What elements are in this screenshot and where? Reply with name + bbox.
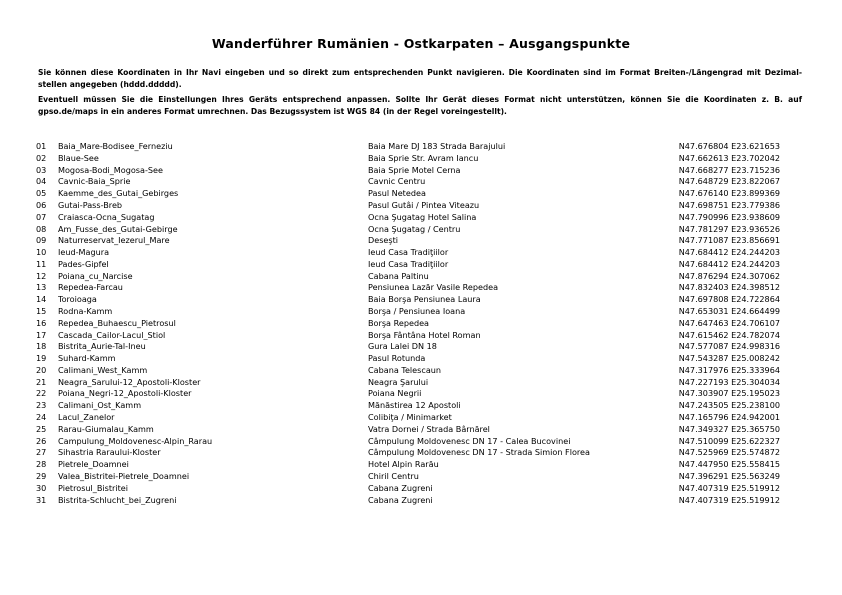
table-cell: N47.668277 E23.715236	[678, 164, 780, 175]
table-cell: Calimani_Ost_Kamm	[58, 400, 142, 411]
table-row	[34, 340, 808, 352]
table-row	[34, 399, 808, 411]
table-cell: 19	[36, 353, 47, 364]
table-cell: Mogosa-Bodi_Mogosa-See	[58, 164, 163, 175]
table-row	[34, 376, 808, 388]
table-cell: 08	[36, 223, 47, 234]
table-cell: 30	[36, 482, 47, 493]
table-cell: Colibiţa / Minimarket	[368, 412, 452, 423]
table-cell: N47.653031 E24.664499	[678, 306, 780, 317]
table-cell: N47.648729 E23.822067	[678, 176, 780, 187]
table-cell: 10	[36, 247, 47, 258]
table-cell: Cabana Zugreni	[368, 494, 433, 505]
table-cell: 18	[36, 341, 47, 352]
table-cell: 06	[36, 199, 47, 210]
table-cell: Borşa / Pensiunea Ioana	[368, 306, 466, 317]
table-cell: Borşa Repedea	[368, 317, 430, 328]
table-cell: 02	[36, 152, 47, 163]
table-cell: Pasul Rotunda	[368, 353, 426, 364]
intro-paragraph-2: Eventuell müssen Sie die Einstellungen Ihres Geräts entsprechend anpassen. Sollte Ihr Gerät dieses Format nicht unterstützen, können Sie die Koordinaten z. B. auf gpso.de/maps in ein anderes Format umrechnen. Das Bezugssystem ist WGS 84 (in der Regel voreingestellt).	[38, 94, 802, 116]
table-cell: Hotel Alpin Rarău	[368, 459, 439, 470]
table-cell: Chiril Centru	[368, 470, 419, 481]
table-cell: 15	[36, 306, 47, 317]
table-cell: Baia Sprie Motel Cerna	[368, 164, 461, 175]
table-cell: N47.662613 E23.702042	[678, 152, 780, 163]
table-cell: Repedea-Farcau	[58, 282, 123, 293]
table-cell: Poiana Negrii	[368, 388, 422, 399]
table-cell: Rarau-Giumalau_Kamm	[58, 423, 154, 434]
table-cell: Pasul Netedea	[368, 188, 426, 199]
table-cell: 25	[36, 423, 47, 434]
table-cell: Cavnic-Baia_Sprie	[58, 176, 131, 187]
table-row	[34, 423, 808, 435]
table-cell: Calimani_West_Kamm	[58, 364, 148, 375]
table-cell: Cascada_Cailor-Lacul_Stiol	[58, 329, 166, 340]
table-cell: N47.317976 E25.333964	[678, 364, 780, 375]
table-cell: 11	[36, 258, 47, 269]
table-cell: N47.525969 E25.574872	[678, 447, 780, 458]
table-row	[34, 223, 808, 235]
table-cell: 09	[36, 235, 47, 246]
table-cell: 28	[36, 459, 47, 470]
table-cell: N47.781297 E23.936526	[678, 223, 780, 234]
table-cell: N47.697808 E24.722864	[678, 294, 780, 305]
table-cell: 07	[36, 211, 47, 222]
table-row	[34, 140, 808, 152]
table-cell: 14	[36, 294, 47, 305]
table-cell: Naturreservat_Iezerul_Mare	[58, 235, 170, 246]
table-cell: N47.676140 E23.899369	[678, 188, 780, 199]
table-cell: N47.349327 E25.365750	[678, 423, 780, 434]
table-cell: Ieud-Magura	[58, 247, 110, 258]
table-cell: Baia_Mare-Bodisee_Ferneziu	[58, 141, 173, 152]
table-row	[34, 211, 808, 223]
table-cell: Gura Lalei DN 18	[368, 341, 437, 352]
table-cell: Neagra Şarului	[368, 376, 429, 387]
intro-paragraph-1: Sie können diese Koordinaten in Ihr Navi eingeben und so direkt zum entsprechenden Punkt navigieren. Die Koordinaten sind im Format Breiten-/Längengrad mit Dezimal-stellen angegeben (hddd.ddddd).	[38, 68, 802, 90]
table-cell: N47.832403 E24.398512	[678, 282, 780, 293]
table-cell: Neagra_Sarului-12_Apostoli-Kloster	[58, 376, 201, 387]
table-row	[34, 388, 808, 400]
table-row	[34, 411, 808, 423]
table-row	[34, 317, 808, 329]
table-cell: N47.447950 E25.558415	[678, 459, 780, 470]
table-row	[34, 293, 808, 305]
table-cell: 31	[36, 494, 47, 505]
table-cell: N47.510099 E25.622327	[678, 435, 780, 446]
table-cell: Baia Borşa Pensiunea Laura	[368, 294, 481, 305]
table-cell: N47.227193 E25.304034	[678, 376, 780, 387]
table-row	[34, 282, 808, 294]
table-cell: Ocna Şugatag / Centru	[368, 223, 461, 234]
table-cell: Borşa Fântâna Hotel Roman	[368, 329, 481, 340]
table-cell: Pasul Gutâi / Pintea Viteazu	[368, 199, 480, 210]
table-row	[34, 164, 808, 176]
table-row	[34, 364, 808, 376]
table-cell: Câmpulung Moldovenesc DN 17 - Calea Bucovinei	[368, 435, 571, 446]
table-cell: N47.303907 E25.195023	[678, 388, 780, 399]
table-cell: 26	[36, 435, 47, 446]
table-cell: 27	[36, 447, 47, 458]
table-cell: Bistrita_Aurie-Tal-Ineu	[58, 341, 146, 352]
table-row	[34, 329, 808, 341]
table-cell: Pietrele_Doamnei	[58, 459, 129, 470]
table-cell: Câmpulung Moldovenesc DN 17 - Strada Simion Florea	[368, 447, 590, 458]
table-cell: Cabana Telescaun	[368, 364, 442, 375]
table-cell: Sihastria Raraului-Kloster	[58, 447, 161, 458]
table-cell: Craiasca-Ocna_Sugatag	[58, 211, 155, 222]
table-cell: 12	[36, 270, 47, 281]
table-row	[34, 246, 808, 258]
table-cell: 21	[36, 376, 47, 387]
table-cell: 29	[36, 470, 47, 481]
table-row	[34, 234, 808, 246]
table-cell: Rodna-Kamm	[58, 306, 113, 317]
table-cell: 16	[36, 317, 47, 328]
table-cell: N47.165796 E24.942001	[678, 412, 780, 423]
table-cell: Blaue-See	[58, 152, 99, 163]
table-cell: N47.615462 E24.782074	[678, 329, 780, 340]
table-cell: 01	[36, 141, 47, 152]
table-cell: Ieud Casa Tradiţiilor	[368, 258, 449, 269]
table-cell: N47.577087 E24.998316	[678, 341, 780, 352]
table-row	[34, 305, 808, 317]
table-row	[34, 494, 808, 506]
table-row	[34, 447, 808, 459]
table-row	[34, 458, 808, 470]
table-cell: Repedea_Buhaescu_Pietrosul	[58, 317, 176, 328]
table-cell: 17	[36, 329, 47, 340]
page-title: Wanderführer Rumänien - Ostkarpaten – Ausgangspunkte	[211, 36, 631, 51]
table-row	[34, 176, 808, 188]
table-cell: Pietrosul_Bistritei	[58, 482, 129, 493]
table-cell: Poiana_Negri-12_Apostoli-Kloster	[58, 388, 192, 399]
table-cell: N47.684412 E24.244203	[678, 258, 780, 269]
table-cell: N47.543287 E25.008242	[678, 353, 780, 364]
table-cell: Poiana_cu_Narcise	[58, 270, 133, 281]
table-row	[34, 482, 808, 494]
table-cell: Deseşti	[368, 235, 399, 246]
intro-text-block	[38, 67, 802, 118]
table-row	[34, 187, 808, 199]
table-cell: Suhard-Kamm	[58, 353, 116, 364]
table-cell: Lacul_Zanelor	[58, 412, 115, 423]
table-cell: 13	[36, 282, 47, 293]
coordinates-table	[34, 140, 808, 505]
table-row	[34, 258, 808, 270]
table-cell: 20	[36, 364, 47, 375]
table-cell: N47.676804 E23.621653	[678, 141, 780, 152]
table-cell: 05	[36, 188, 47, 199]
table-cell: Ocna Şugatag Hotel Salina	[368, 211, 477, 222]
table-cell: Mănăstirea 12 Apostoli	[368, 400, 461, 411]
table-cell: Baia Sprie Str. Avram Iancu	[368, 152, 479, 163]
table-cell: N47.647463 E24.706107	[678, 317, 780, 328]
table-row	[34, 152, 808, 164]
table-row	[34, 270, 808, 282]
table-cell: N47.243505 E25.238100	[678, 400, 780, 411]
table-row	[34, 199, 808, 211]
table-cell: N47.790996 E23.938609	[678, 211, 780, 222]
table-cell: 22	[36, 388, 47, 399]
table-cell: 23	[36, 400, 47, 411]
table-cell: 03	[36, 164, 47, 175]
table-cell: N47.771087 E23.856691	[678, 235, 780, 246]
table-cell: Pensiunea Lazăr Vasile Repedea	[368, 282, 499, 293]
table-cell: N47.407319 E25.519912	[678, 494, 780, 505]
table-cell: N47.698751 E23.779386	[678, 199, 780, 210]
table-cell: 24	[36, 412, 47, 423]
table-cell: Cabana Paltinu	[368, 270, 429, 281]
table-row	[34, 352, 808, 364]
table-cell: Bistrita-Schlucht_bei_Zugreni	[58, 494, 177, 505]
table-cell: Vatra Dornei / Strada Bârnărel	[368, 423, 490, 434]
table-cell: Cavnic Centru	[368, 176, 426, 187]
table-cell: Pades-Gipfel	[58, 258, 109, 269]
table-cell: Valea_Bistritei-Pietrele_Doamnei	[58, 470, 190, 481]
table-cell: Campulung_Moldovenesc-Alpin_Rarau	[58, 435, 213, 446]
table-cell: Gutai-Pass-Breb	[58, 199, 123, 210]
table-row	[34, 435, 808, 447]
table-cell: Kaemme_des_Gutai_Gebirges	[58, 188, 179, 199]
table-cell: Am_Fusse_des_Gutai-Gebirge	[58, 223, 178, 234]
table-cell: 04	[36, 176, 47, 187]
table-cell: N47.876294 E24.307062	[678, 270, 780, 281]
table-cell: Toroioaga	[58, 294, 97, 305]
coordinates-table-body	[34, 140, 808, 505]
table-cell: Ieud Casa Tradiţiilor	[368, 247, 449, 258]
table-row	[34, 470, 808, 482]
table-cell: N47.407319 E25.519912	[678, 482, 780, 493]
table-cell: Cabana Zugreni	[368, 482, 433, 493]
table-cell: N47.396291 E25.563249	[678, 470, 780, 481]
table-cell: N47.684412 E24.244203	[678, 247, 780, 258]
table-cell: Baia Mare DJ 183 Strada Barajului	[368, 141, 506, 152]
